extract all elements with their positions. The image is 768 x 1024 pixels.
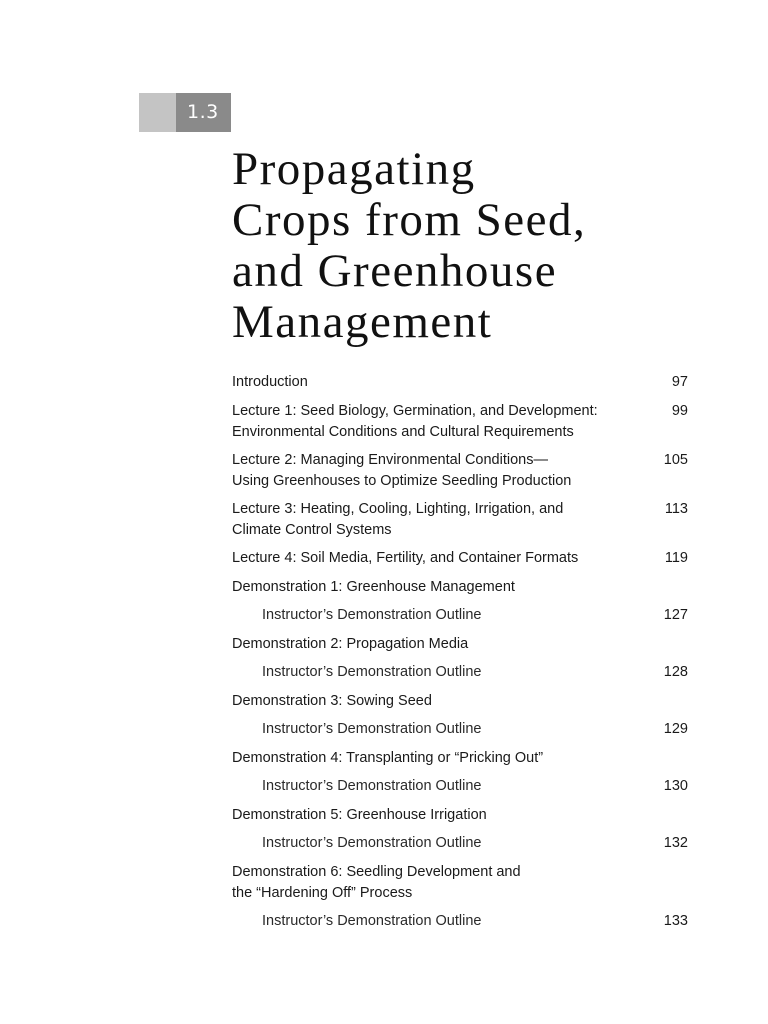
toc-page-number: 132 xyxy=(663,835,688,851)
toc-entry-demonstration-4[interactable] xyxy=(232,748,688,769)
chapter-title-line-4: Management xyxy=(232,296,493,348)
toc-subentry-demo-3-outline[interactable] xyxy=(232,719,688,740)
toc-subentry-demo-6-outline[interactable] xyxy=(232,911,688,932)
toc-entry-demonstration-3[interactable] xyxy=(232,691,688,712)
toc-page-number: 99 xyxy=(671,403,688,419)
toc-subentry-demo-5-outline[interactable] xyxy=(232,833,688,854)
toc-page-number: 97 xyxy=(671,374,688,390)
toc-entry-title: Lecture 2: Managing Environmental Conditions— Using Greenhouses to Optimize Seedling Production xyxy=(232,452,572,489)
toc-page-number: 127 xyxy=(663,607,688,623)
toc-page-number: 119 xyxy=(664,550,688,566)
section-number-tab xyxy=(139,93,231,132)
toc-page-number: 129 xyxy=(663,721,688,737)
chapter-title-line-1: Propagating xyxy=(232,143,476,195)
toc-entry-title: Lecture 4: Soil Media, Fertility, and Container Formats xyxy=(232,550,579,566)
toc-entry-title: Instructor’s Demonstration Outline xyxy=(262,913,482,929)
toc-entry-title: Instructor’s Demonstration Outline xyxy=(262,721,482,737)
toc-entry-demonstration-1[interactable] xyxy=(232,577,688,598)
toc-entry-title: Instructor’s Demonstration Outline xyxy=(262,778,482,794)
chapter-title-line-2: Crops from Seed, xyxy=(232,194,587,246)
chapter-title-line-3: and Greenhouse xyxy=(232,245,558,297)
toc-entry-title: Instructor’s Demonstration Outline xyxy=(262,664,482,680)
toc-page-number: 130 xyxy=(663,778,688,794)
toc-entry-lecture-3[interactable] xyxy=(232,499,688,541)
toc-entry-title: Lecture 1: Seed Biology, Germination, and Development: Environmental Conditions and Cultural Requirements xyxy=(232,403,598,440)
toc-entry-title: Introduction xyxy=(232,374,308,390)
toc-page-number: 128 xyxy=(663,664,688,680)
toc-entry-title: Demonstration 2: Propagation Media xyxy=(232,636,469,652)
toc-page-number: 113 xyxy=(664,501,688,517)
toc-entry-demonstration-6[interactable] xyxy=(232,862,688,904)
toc-entry-lecture-1[interactable] xyxy=(232,401,688,443)
section-number: 1.3 xyxy=(176,93,231,132)
toc-entry-introduction[interactable] xyxy=(232,372,688,393)
toc-entry-title: Instructor’s Demonstration Outline xyxy=(262,835,482,851)
toc-entry-title: Lecture 3: Heating, Cooling, Lighting, Irrigation, and Climate Control Systems xyxy=(232,501,564,538)
toc-entry-lecture-4[interactable] xyxy=(232,548,688,569)
toc-entry-title: Instructor’s Demonstration Outline xyxy=(262,607,482,623)
section-tab-light-block xyxy=(139,93,176,132)
chapter-title xyxy=(232,144,702,348)
toc-subentry-demo-2-outline[interactable] xyxy=(232,662,688,683)
toc-entry-lecture-2[interactable] xyxy=(232,450,688,492)
toc-entry-demonstration-5[interactable] xyxy=(232,805,688,826)
toc-subentry-demo-4-outline[interactable] xyxy=(232,776,688,797)
toc-entry-title: Demonstration 1: Greenhouse Management xyxy=(232,579,515,595)
toc-entry-title: Demonstration 3: Sowing Seed xyxy=(232,693,432,709)
toc-entry-demonstration-2[interactable] xyxy=(232,634,688,655)
toc-page-number: 105 xyxy=(663,452,688,468)
toc-entry-title: Demonstration 5: Greenhouse Irrigation xyxy=(232,807,487,823)
toc-subentry-demo-1-outline[interactable] xyxy=(232,605,688,626)
toc-page-number: 133 xyxy=(663,913,688,929)
toc-entry-title: Demonstration 6: Seedling Development and the “Hardening Off” Process xyxy=(232,864,521,901)
toc-entry-title: Demonstration 4: Transplanting or “Pricking Out” xyxy=(232,750,544,766)
